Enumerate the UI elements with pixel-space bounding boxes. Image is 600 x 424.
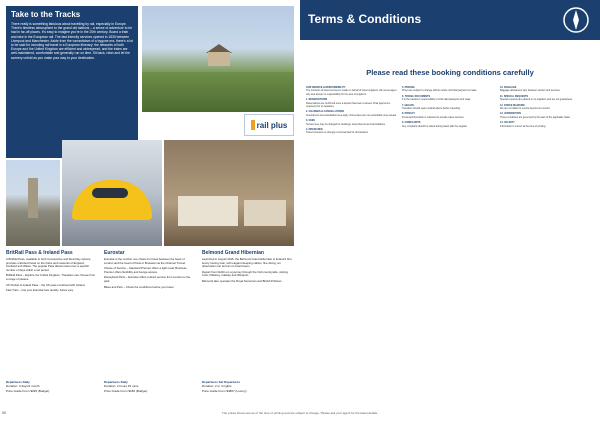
- column-paragraph: Launched in August 2016, the Belmond Grand Hibernian is Ireland's first luxury touring train, with elegant sleeping cabins, fine dining, an observation car and an on-board team.: [202, 257, 292, 269]
- column-paragraph: Disneyland Paris – Eurostar offers a direct service from London to the park.: [104, 275, 191, 283]
- terms-text: Prices are subject to change without notice until final payment is made.: [402, 89, 478, 93]
- cabin-bed: [178, 196, 238, 226]
- compass-logo-icon: [562, 6, 590, 34]
- terms-heading: 6. TRAVEL DOCUMENTS: [402, 94, 431, 98]
- duration: Duration: 2 hours 15 mins: [104, 384, 139, 389]
- column-grand-hibernian: [202, 250, 292, 286]
- duration: Duration: 2 or 4 nights: [202, 384, 232, 389]
- terms-heading: 4. INSURANCE: [306, 128, 323, 132]
- terms-column: [306, 84, 398, 135]
- page-number: 56: [2, 411, 6, 415]
- column-title: Eurostar: [104, 250, 125, 256]
- page-title: Terms & Conditions: [308, 12, 422, 26]
- terms-heading: 14. VALIDITY: [500, 121, 515, 125]
- column-title: Belmond Grand Hibernian: [202, 250, 264, 256]
- column-paragraph: Belmond also operates the Royal Scotsman and British Pullman.: [202, 278, 283, 283]
- column-paragraph: Bikes and Pets – Check the conditions before you travel.: [104, 284, 175, 289]
- column-paragraph: Fast Train – Get your Eurostar fare quickly. Fares vary.: [6, 288, 74, 293]
- column-paragraph: UK Pocket & Ireland Pass – the UK pass combined with Ireland.: [6, 282, 86, 287]
- terms-heading: 13. JURISDICTION: [500, 112, 521, 116]
- train-window: [92, 188, 128, 198]
- departures-box: [104, 380, 194, 393]
- cathedral-photo: [6, 160, 60, 246]
- cathedral-tower: [28, 178, 38, 218]
- price-guide: Price Guide From $180 (Budget): [104, 388, 148, 393]
- price-guide: Price Guide From $4807 (Luxury): [202, 388, 247, 393]
- railplus-logo: [244, 114, 294, 136]
- departures-label: Departures Daily: [6, 380, 30, 384]
- column-paragraph: Depart from Dublin on a journey through the Irish countryside, visiting Cork, Killarney, Galway and Westport.: [202, 269, 288, 278]
- footer-note: The prices shown are as of the time of printing and are subject to change. Please ask your agent for the latest details.: [222, 411, 378, 415]
- column-paragraph: A BritRail Pass, available to both Consecutive and Flexi Day options, provides unlimited travel on the trains and networks of England, Scotland and Wales. The popular Pass allows travel over a specific number of days within a set period.: [6, 257, 92, 272]
- intro-box: [6, 6, 138, 158]
- column-paragraph: Choice of Service – Standard Premier offers a light meal; Business Premier offers flexibility and lounge access.: [104, 266, 187, 274]
- terms-heading: 1. RESERVATIONS: [306, 98, 328, 102]
- train-cabin-photo: [164, 140, 294, 246]
- terms-subheading: Please read these booking conditions carefully: [366, 68, 534, 77]
- terms-heading: 8. PRIVACY: [402, 112, 416, 116]
- column-paragraph: BritRail Pass – Explore the United Kingdom. Travellers can choose from a range of passes.: [6, 273, 96, 281]
- terms-text: Special requests are passed on to suppliers and are not guaranteed.: [500, 98, 573, 102]
- terms-text: Travellers should seek medical advice before travelling.: [402, 107, 461, 111]
- intro-text: There really is something fabulous about travelling by rail, especially in Europe. There's timeless atmosphere to the grand old stations – a sense of adventure to be had in far-off places. It's easy to imagine you're in the 20th century. Board a train and take in the European rail. The fast intercity services opened in 1830 between Liverpool and Manchester. Aside from the romanticism of a bygone era, there's a lot to be said for including rail travel in a European itinerary: the networks of both Europe and the United Kingdom are efficient and widespread, and the trains are well-maintained, comfortable and generally run on time. Sit back, relax and let the scenery unfold as you make your way to your destination.: [11, 22, 133, 60]
- terms-heading: 3. FEES: [306, 119, 315, 123]
- intro-title: Take to the Tracks: [11, 10, 81, 19]
- price-guide: Price Guide From $295 (Budget): [6, 388, 50, 393]
- terms-heading: 11. SPECIAL REQUESTS: [500, 94, 528, 98]
- terms-heading: OUR SERVICE & RESPONSIBILITY: [306, 86, 346, 89]
- terms-column: [500, 84, 592, 128]
- departures-label: Departures Set Departures: [202, 380, 241, 384]
- terms-text: We are not liable for events beyond our control.: [500, 107, 551, 111]
- train-nose: [72, 180, 152, 220]
- column-title: BritRail Pass & Ireland Pass: [6, 250, 73, 256]
- field: [142, 72, 294, 112]
- column-eurostar: [104, 250, 194, 291]
- terms-text: Reservations are confirmed once a deposit has been received. Final payment is required prior to departure.: [306, 101, 391, 109]
- terms-text: Travel insurance is strongly recommended for all travellers.: [306, 131, 369, 135]
- terms-text: Personal information is collected to provide travel services.: [402, 115, 465, 119]
- terms-heading: 12. FORCE MAJEURE: [500, 103, 525, 107]
- column-britrail: [6, 250, 96, 295]
- departures-box: [202, 380, 292, 393]
- terms-text: The provision of travel services is made on behalf of travel suppliers. We act as agent only and accept no responsibility for the acts of suppliers.: [306, 89, 397, 96]
- terms-text: It is the traveller's responsibility to hold valid passports and visas.: [402, 98, 471, 102]
- right-page: [300, 0, 600, 424]
- terms-text: Baggage allowances vary between carriers and services.: [500, 89, 561, 93]
- cabin-seat: [244, 200, 286, 226]
- terms-text: Service fees may be charged for bookings, amendments and cancellations.: [306, 122, 386, 126]
- railplus-label: rail plus: [256, 120, 288, 130]
- terms-column: [402, 84, 494, 128]
- terms-heading: 10. BAGGAGE: [500, 86, 517, 89]
- departures-label: Departures Daily: [104, 380, 128, 384]
- terms-text: Amendment and cancellation fees apply. Some fares are non-refundable once issued.: [306, 113, 397, 117]
- countryside-photo: [142, 6, 294, 112]
- railplus-mark-icon: [251, 120, 255, 130]
- terms-heading: 2. CHANGES & CANCELLATIONS: [306, 110, 344, 114]
- terms-header-band: [300, 0, 600, 40]
- duration: Duration: 3 days/1 month: [6, 384, 40, 389]
- terms-heading: 9. COMPLAINTS: [402, 121, 421, 125]
- eurostar-train-photo: [62, 140, 162, 246]
- departures-box: [6, 380, 96, 393]
- column-paragraph: Eurostar is the number one choice for travel between the heart of London and the heart of Paris or Brussels via the Channel Tunnel.: [104, 257, 186, 265]
- terms-heading: 5. PRICING: [402, 86, 415, 89]
- terms-text: These conditions are governed by the laws of the applicable State.: [500, 115, 571, 119]
- terms-text: Information is correct at the time of printing.: [500, 124, 546, 128]
- terms-heading: 7. HEALTH: [402, 103, 415, 107]
- terms-text: Any complaint should be raised during travel with the supplier.: [402, 124, 468, 128]
- house: [208, 52, 230, 66]
